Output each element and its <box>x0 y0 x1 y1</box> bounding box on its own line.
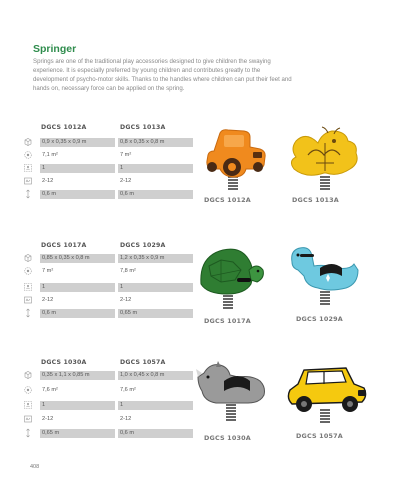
spec-row-capacity <box>23 401 193 410</box>
image-caption: DGCS 1057A <box>296 432 343 440</box>
spec-value: 0,8 x 0,35 x 0,8 m <box>118 138 193 147</box>
fall-height-icon <box>23 308 33 318</box>
spec-value: 7,1 m² <box>42 152 58 158</box>
spec-row-fall-height <box>23 190 193 199</box>
product-code-2: DGCS 1057A <box>120 359 166 366</box>
spec-value: 2-12 <box>42 416 54 422</box>
spec-row-capacity <box>23 283 193 292</box>
product-code-2: DGCS 1013A <box>120 124 166 131</box>
spec-value: 7,8 m² <box>120 268 136 274</box>
spec-value: 7 m² <box>120 152 132 158</box>
product-code-1: DGCS 1012A <box>41 124 87 131</box>
spec-value: 1 <box>118 164 193 173</box>
butterfly-springer-image <box>286 125 362 195</box>
spec-value: 7,6 m² <box>120 387 136 393</box>
spec-value: 1,0 x 0,45 x 0,8 m <box>118 371 193 380</box>
image-caption: DGCS 1012A <box>204 196 251 204</box>
jeep-springer-image <box>284 360 370 430</box>
spec-value: 0,65 m <box>40 429 115 438</box>
section-title: Springer <box>33 43 77 55</box>
spec-value: 0,6 m <box>118 429 193 438</box>
spec-row-fall-height <box>23 429 193 438</box>
turtle-springer-image <box>195 240 267 316</box>
capacity-icon <box>23 282 33 292</box>
spec-value: 1 <box>40 401 115 410</box>
tractor-springer-image <box>198 125 270 195</box>
spec-row-area <box>23 386 193 395</box>
image-caption: DGCS 1013A <box>292 196 339 204</box>
spec-row-fall-height <box>23 309 193 318</box>
product-code-1: DGCS 1030A <box>41 359 87 366</box>
spec-row-age <box>23 296 193 305</box>
spec-value: 2-12 <box>120 297 132 303</box>
capacity-icon <box>23 163 33 173</box>
spec-row-area <box>23 267 193 276</box>
spec-value: 0,35 x 1,1 x 0,85 m <box>40 371 115 380</box>
spec-row-age <box>23 415 193 424</box>
fall-height-icon <box>23 428 33 438</box>
spec-value: 0,6 m <box>40 190 115 199</box>
dimensions-icon <box>23 370 33 380</box>
spec-row-dimensions <box>23 138 193 147</box>
spec-value: 0,6 m <box>118 190 193 199</box>
image-caption: DGCS 1029A <box>296 315 343 323</box>
spec-value: 1 <box>40 164 115 173</box>
spec-value: 0,85 x 0,35 x 0,8 m <box>40 254 115 263</box>
age-icon <box>23 176 33 186</box>
spec-value: 7 m² <box>42 268 54 274</box>
spec-value: 1 <box>118 283 193 292</box>
area-icon <box>23 385 33 395</box>
spec-value: 7,6 m² <box>42 387 58 393</box>
horse-springer-image <box>284 240 362 314</box>
spec-value: 0,6 m <box>40 309 115 318</box>
area-icon <box>23 266 33 276</box>
spec-row-age <box>23 177 193 186</box>
product-code-2: DGCS 1029A <box>120 242 166 249</box>
spec-row-dimensions <box>23 254 193 263</box>
rhino-springer-image <box>194 355 270 431</box>
spec-value: 0,9 x 0,35 x 0,9 m <box>40 138 115 147</box>
image-caption: DGCS 1017A <box>204 317 251 325</box>
product-code-1: DGCS 1017A <box>41 242 87 249</box>
spec-value: 1 <box>118 401 193 410</box>
spec-value: 0,65 m <box>118 309 193 318</box>
section-intro: Springs are one of the traditional play accessories designed to give children the swaying experience. It is especially preferred by young children and contributes greatly to the development of psycho-motor skills. Thanks to the handles where children can put their feet and hands on, necessary force can be applied on the spring. <box>33 58 292 92</box>
image-caption: DGCS 1030A <box>204 434 251 442</box>
capacity-icon <box>23 400 33 410</box>
spec-value: 2-12 <box>42 297 54 303</box>
spec-value: 1,2 x 0,35 x 0,9 m <box>118 254 193 263</box>
spec-row-dimensions <box>23 371 193 380</box>
spec-value: 2-12 <box>120 178 132 184</box>
spec-value: 1 <box>40 283 115 292</box>
age-icon <box>23 414 33 424</box>
spec-value: 2-12 <box>42 178 54 184</box>
spec-row-capacity <box>23 164 193 173</box>
fall-height-icon <box>23 189 33 199</box>
area-icon <box>23 150 33 160</box>
spec-value: 2-12 <box>120 416 132 422</box>
dimensions-icon <box>23 253 33 263</box>
page-number: 408 <box>30 464 40 470</box>
age-icon <box>23 295 33 305</box>
dimensions-icon <box>23 137 33 147</box>
spec-row-area <box>23 151 193 160</box>
